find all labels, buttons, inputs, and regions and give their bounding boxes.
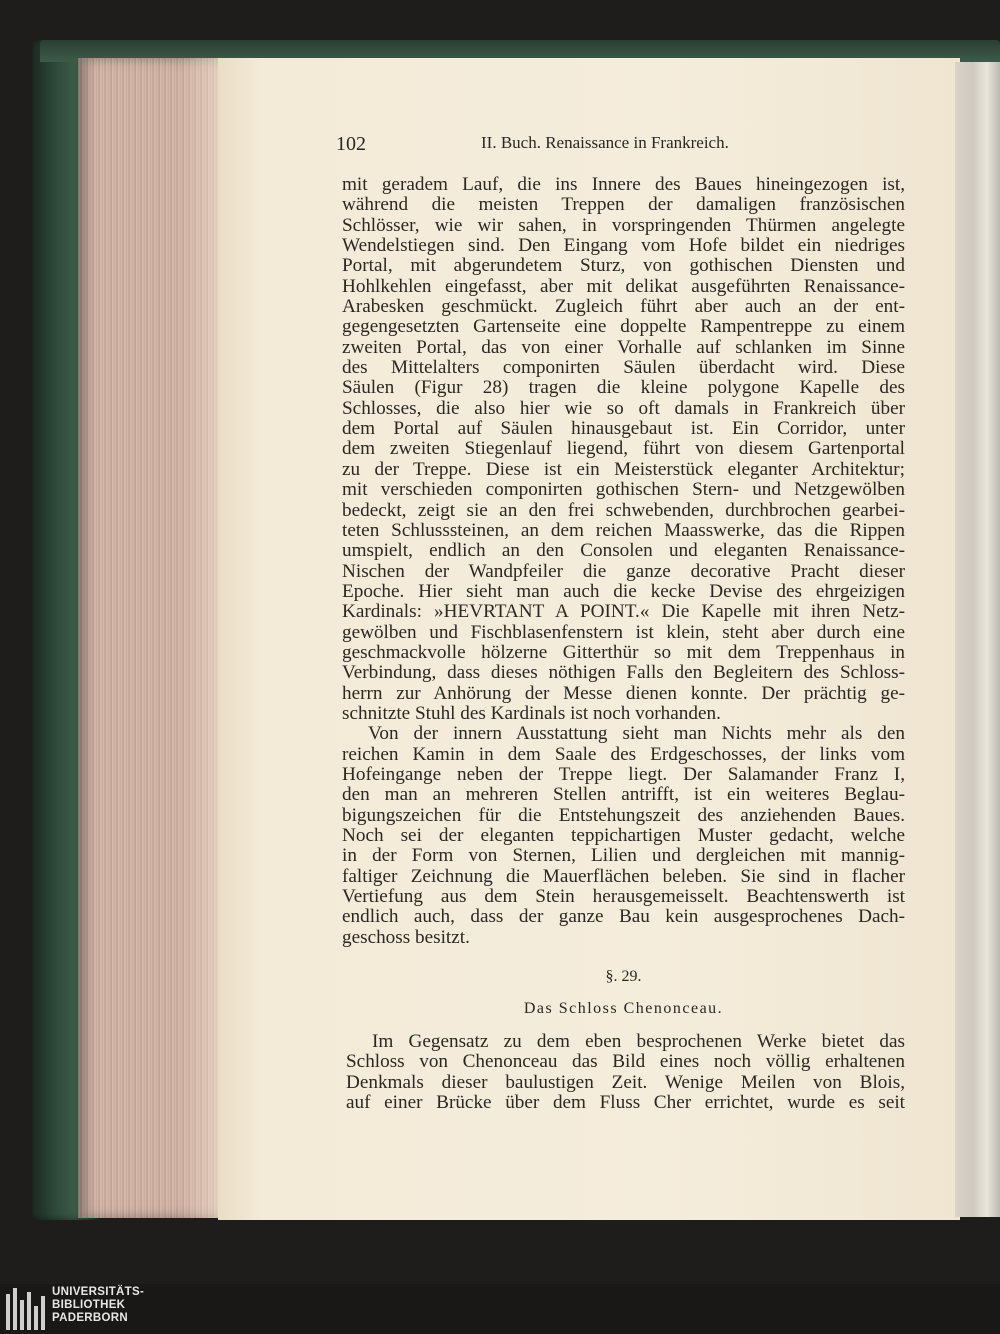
text-line: Von der innern Ausstattung sieht man Nichts mehr als den — [368, 723, 905, 745]
library-logo-icon — [6, 1288, 44, 1330]
text-line: bigungszeichen für die Entstehungszeit des anziehenden Baues. — [342, 804, 905, 826]
body-text — [342, 175, 905, 948]
text-line: den man an mehreren Stellen antrifft, ist ein weiteres Beglau- — [342, 784, 905, 806]
text-line: Nischen der Wandpfeiler die ganze decorative Pracht dieser — [342, 560, 905, 582]
library-logo-text — [52, 1286, 144, 1325]
text-line: herrn zur Anhörung der Messe dienen konnte. Der prächtig ge- — [342, 682, 905, 704]
text-line: Denkmals dieser baulustigen Zeit. Wenige Meilen von Blois, — [346, 1071, 905, 1093]
text-line: Wendelstiegen sind. Den Eingang vom Hofe bildet ein niedriges — [342, 235, 905, 257]
text-line: umspielt, endlich an den Consolen und eleganten Renaissance- — [342, 540, 905, 562]
text-line: gegengesetzten Gartenseite eine doppelte Rampentreppe zu einem — [342, 316, 905, 338]
logo-line: PADERBORN — [52, 1312, 128, 1324]
text-line: geschoss besitzt. — [342, 926, 470, 948]
text-line: gewölben und Fischblasenfenstern ist klein, steht aber durch eine — [342, 621, 905, 643]
text-line: reichen Kamin in dem Saale des Erdgeschosses, der links vom — [342, 743, 905, 765]
text-line: dem Portal auf Säulen hinausgebaut ist. Ein Corridor, unter — [342, 418, 905, 440]
text-line: faltiger Zeichnung die Mauerflächen beleben. Sie sind in flacher — [342, 865, 905, 887]
text-line: Schloss von Chenonceau das Bild eines noch völlig erhaltenen — [346, 1051, 905, 1073]
text-line: auf einer Brücke über dem Fluss Cher errichtet, wurde es seit — [346, 1092, 905, 1114]
text-line: Noch sei der eleganten teppichartigen Muster gedacht, welche — [342, 825, 905, 846]
running-head-title: II. Buch. Renaissance in Frankreich. — [481, 133, 729, 152]
running-head — [336, 133, 766, 161]
text-line: Verbindung, dass dieses nöthigen Falls den Begleitern des Schloss- — [342, 662, 905, 684]
text-line: schnitzte Stuhl des Kardinals ist noch vorhanden. — [342, 702, 721, 724]
facing-page-edge — [955, 62, 1000, 1217]
text-line: Arabesken geschmückt. Zugleich führt aber auch an der ent- — [342, 296, 905, 318]
page-number: 102 — [336, 133, 366, 155]
text-line: Schlösser, wie wir sahen, in vorspringenden Thürmen angelegte — [342, 214, 905, 236]
section-body-text — [346, 1032, 905, 1113]
text-line: zweiten Portal, das von einer Vorhalle auf schlanken im Sinne — [342, 336, 905, 358]
text-line: geschmackvolle hölzerne Gitterthür so mit dem Treppenhaus in — [342, 641, 905, 663]
library-footer — [0, 1284, 1000, 1334]
section-title: Das Schloss Chenonceau. — [523, 1000, 724, 1017]
text-line: Vertiefung aus dem Stein herausgemeisselt. Beachtenswerth ist — [342, 886, 905, 908]
text-line: Schlosses, die also hier wie so oft damals in Frankreich über — [342, 397, 905, 419]
text-line: Hohlkehlen eingefasst, aber mit delikat ausgeführten Renaissance- — [342, 275, 905, 297]
text-line: mit verschieden componirten gothischen Stern- und Netzgewölben — [342, 479, 905, 501]
text-line: teten Schlusssteinen, an dem reichen Maasswerke, das die Rippen — [342, 519, 905, 541]
logo-line: UNIVERSITÄTS- — [52, 1286, 145, 1298]
logo-line: BIBLIOTHEK — [52, 1299, 126, 1311]
text-line: Säulen (Figur 28) tragen die kleine polygone Kapelle des — [342, 377, 905, 399]
text-line: Epoche. Hier sieht man auch die kecke Devise des ehrgeizigen — [342, 580, 905, 602]
text-line: zu der Treppe. Diese ist ein Meisterstück eleganter Architektur; — [342, 458, 905, 480]
text-line: Hofeingange neben der Treppe liegt. Der Salamander Franz I, — [342, 763, 905, 785]
text-line: mit geradem Lauf, die ins Innere des Baues hineingezogen ist, — [342, 174, 905, 195]
text-line: endlich auch, dass der ganze Bau kein ausgesprochenes Dach- — [342, 906, 905, 928]
text-line: während die meisten Treppen der damaligen französischen — [342, 194, 905, 216]
text-line: des Mittelalters componirten Säulen überdacht wird. Diese — [342, 357, 905, 379]
text-line: in der Form von Sternen, Lilien und dergleichen mit mannig- — [342, 845, 905, 867]
text-line: dem zweiten Stiegenlauf liegend, führt von diesem Gartenportal — [342, 438, 905, 460]
text-line: bedeckt, zeigt sie an den frei schwebenden, durchbrochen gearbei- — [342, 499, 905, 521]
text-line: Portal, mit abgerundetem Sturz, von gothischen Diensten und — [342, 255, 905, 277]
section-number: §. 29. — [605, 968, 642, 985]
text-line: Im Gegensatz zu dem eben besprochenen Werke bietet das — [372, 1031, 905, 1052]
text-line: Kardinals: »HEVRTANT A POINT.« Die Kapelle mit ihren Netz- — [342, 601, 905, 623]
